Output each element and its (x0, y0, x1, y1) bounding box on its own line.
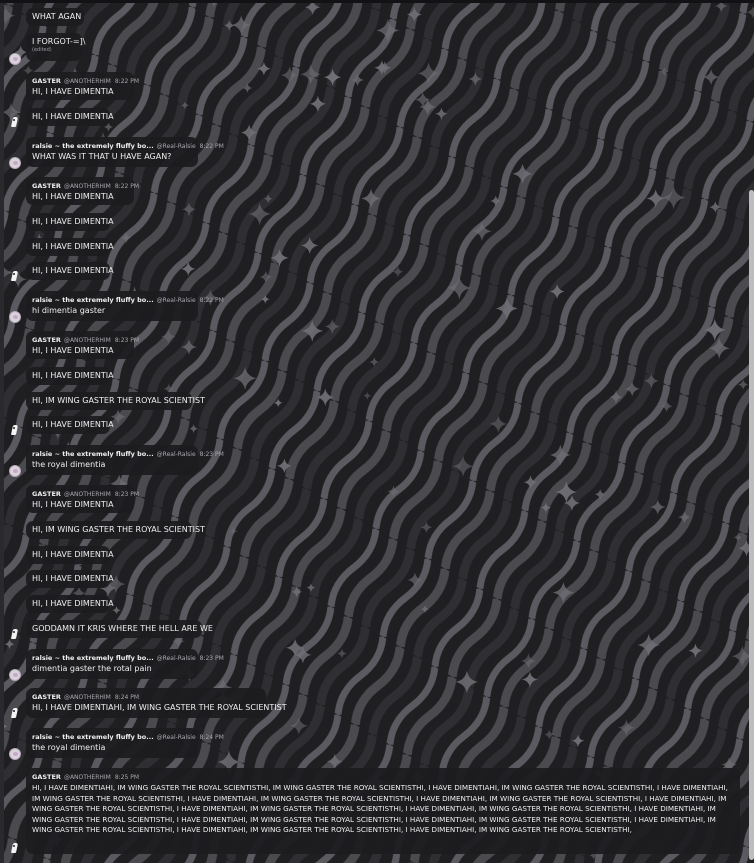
message-text: HI, I HAVE DIMENTIA (32, 266, 114, 275)
message-text: HI, I HAVE DIMENTIA (32, 500, 114, 509)
message-header (32, 693, 260, 702)
message-text: I FORGOT-=]\ (32, 37, 86, 46)
message-header (32, 654, 224, 663)
message-text: HI, I HAVE DIMENTIA (32, 112, 114, 121)
message-timestamp: 8:24 PM (114, 694, 140, 701)
message-text: HI, I HAVE DIMENTIA (32, 346, 114, 355)
author-handle: @ANOTHERHIM (63, 78, 111, 85)
message-bubble[interactable] (26, 445, 224, 475)
message-header (32, 490, 140, 499)
author-handle: @ANOTHERHIM (63, 337, 111, 344)
author-handle: @ANOTHERHIM (63, 694, 111, 701)
message-text: HI, I HAVE DIMENTIAHI, IM WING GASTER THE ROYAL SCIENTISTHI, IM WING GASTER THE ROYAL SCIENTISTHI, I HAVE DIMENTIAHI, IM WING GASTER THE ROYAL SCIENTISTHI, I HAVE DIMENTIAHI, IM WING GASTER THE ROYAL SCIENTISTHI, I HAVE DIMENTIAHI, IM WING GASTER THE ROYAL SCIENTISTHI, I HAVE DIMENTIAHI, IM WING GASTER THE ROYAL SCIENTISTHI, I HAVE DIMENTIAHI, IM WING GASTER THE ROYAL SCIENTISTHI, I HAVE DIMENTIAHI, IM WING GASTER THE ROYAL SCIENTISTHI, I HAVE DIMENTIAHI, IM WING GASTER THE ROYAL SCIENTISTHI, I HAVE DIMENTIAHI, IM WING GASTER THE ROYAL SCIENTISTHI, I HAVE DIMENTIAHI, IM WING GASTER THE ROYAL SCIENTISTHI, I HAVE DIMENTIAHI, IM WING GASTER THE ROYAL SCIENTISTHI, I HAVE DIMENTIAHI, IM WING GASTER THE ROYAL SCIENTISTHI, I HAVE DIMENTIAHI, IM WING GASTER THE ROYAL SCIENTISTHI, I HAVE DIMENTIAHI, IM WING GASTER THE ROYAL SCIENTISTHI, (32, 783, 728, 835)
author-name[interactable]: GASTER (32, 693, 61, 701)
message-bubble[interactable] (26, 331, 140, 359)
message-timestamp: 8:22 PM (114, 78, 140, 85)
message-header (32, 296, 224, 305)
message-text: the royal dimentia (32, 743, 106, 752)
message-timestamp: 8:22 PM (114, 183, 140, 190)
author-name[interactable]: ralsie ~ the extremely fluffy bo... (32, 654, 154, 662)
message-bubble[interactable] (26, 291, 224, 321)
top-bar (0, 0, 754, 3)
scrollbar[interactable] (749, 190, 754, 860)
author-name[interactable]: GASTER (32, 490, 61, 498)
message-bubble[interactable] (26, 137, 224, 167)
ralsie-avatar[interactable] (9, 669, 21, 681)
gaster-avatar[interactable] (9, 270, 21, 282)
message-text: the royal dimentia (32, 460, 106, 469)
message-timestamp: 8:24 PM (199, 734, 224, 741)
message-text: HI, IM WING GASTER THE ROYAL SCIENTIST (32, 525, 205, 534)
author-name[interactable]: GASTER (32, 77, 61, 85)
message-header (32, 77, 140, 86)
author-handle: @Real-Ralsie (156, 655, 196, 662)
message-bubble[interactable] (26, 262, 114, 280)
gaster-avatar[interactable] (9, 424, 21, 436)
message-bubble[interactable] (26, 108, 114, 126)
message-bubble[interactable] (26, 768, 740, 854)
author-handle: @ANOTHERHIM (63, 774, 111, 781)
message-bubble[interactable] (26, 416, 114, 434)
ralsie-avatar[interactable] (9, 311, 21, 323)
message-bubble[interactable] (26, 213, 114, 231)
author-handle: @ANOTHERHIM (63, 183, 111, 190)
message-text: HI, I HAVE DIMENTIA (32, 192, 114, 201)
message-timestamp: 8:23 PM (114, 337, 140, 344)
message-text: HI, I HAVE DIMENTIA (32, 371, 114, 380)
message-bubble[interactable] (26, 688, 287, 718)
message-text: HI, I HAVE DIMENTIA (32, 87, 114, 96)
message-timestamp: 8:23 PM (114, 491, 140, 498)
author-handle: @Real-Ralsie (156, 143, 196, 150)
message-text: hi dimentia gaster (32, 306, 106, 315)
message-bubble[interactable] (26, 595, 114, 613)
message-timestamp: 8:22 PM (199, 297, 224, 304)
message-timestamp: 8:23 PM (199, 655, 224, 662)
message-bubble[interactable] (26, 570, 114, 588)
message-bubble[interactable] (26, 72, 140, 100)
ralsie-avatar[interactable] (9, 748, 21, 760)
message-text: HI, I HAVE DIMENTIA (32, 574, 114, 583)
author-handle: @Real-Ralsie (156, 297, 196, 304)
message-timestamp: 8:25 PM (114, 774, 140, 781)
author-name[interactable]: ralsie ~ the extremely fluffy bo... (32, 142, 154, 150)
author-name[interactable]: ralsie ~ the extremely fluffy bo... (32, 733, 154, 741)
ralsie-avatar[interactable] (9, 465, 21, 477)
message-text: HI, I HAVE DIMENTIAHI, IM WING GASTER THE ROYAL SCIENTIST (32, 703, 287, 712)
message-header (32, 773, 734, 782)
author-name[interactable]: GASTER (32, 773, 61, 781)
message-bubble[interactable] (26, 485, 140, 513)
message-text: GODDAMN IT KRIS WHERE THE HELL ARE WE (32, 624, 213, 633)
author-name[interactable]: GASTER (32, 336, 61, 344)
message-text: HI, I HAVE DIMENTIA (32, 550, 114, 559)
ralsie-avatar[interactable] (9, 157, 21, 169)
message-bubble[interactable] (26, 177, 140, 205)
message-header (32, 182, 140, 191)
author-name[interactable]: ralsie ~ the extremely fluffy bo... (32, 450, 154, 458)
gaster-avatar[interactable] (9, 842, 21, 854)
ralsie-avatar[interactable] (9, 53, 21, 65)
author-name[interactable]: ralsie ~ the extremely fluffy bo... (32, 296, 154, 304)
gaster-avatar[interactable] (9, 707, 21, 719)
author-handle: @ANOTHERHIM (63, 491, 111, 498)
message-header (32, 336, 140, 345)
author-name[interactable]: GASTER (32, 182, 61, 190)
message-bubble[interactable] (26, 546, 114, 564)
message-text: dimentia gaster the rotal pain (32, 664, 152, 673)
message-text: WHAT WAS IT THAT U HAVE AGAN? (32, 152, 172, 161)
message-timestamp: 8:22 PM (199, 143, 224, 150)
gaster-avatar[interactable] (9, 628, 21, 640)
message-bubble[interactable] (26, 728, 224, 758)
message-bubble[interactable] (26, 33, 86, 61)
message-header (32, 450, 224, 459)
message-text: HI, I HAVE DIMENTIA (32, 242, 114, 251)
message-text: HI, I HAVE DIMENTIA (32, 420, 114, 429)
message-text: HI, I HAVE DIMENTIA (32, 599, 114, 608)
edited-label: (edited) (32, 47, 52, 53)
message-bubble[interactable] (26, 649, 224, 679)
author-handle: @Real-Ralsie (156, 734, 196, 741)
author-handle: @Real-Ralsie (156, 451, 196, 458)
message-bubble[interactable] (26, 8, 84, 26)
message-bubble[interactable] (26, 367, 114, 385)
message-bubble[interactable] (26, 392, 205, 410)
message-bubble[interactable] (26, 620, 213, 638)
message-header (32, 142, 224, 151)
message-text: WHAT AGAN (32, 12, 82, 21)
message-bubble[interactable] (26, 238, 114, 256)
gaster-avatar[interactable] (9, 116, 21, 128)
message-timestamp: 8:23 PM (199, 451, 224, 458)
message-bubble[interactable] (26, 521, 205, 539)
message-text: HI, I HAVE DIMENTIA (32, 217, 114, 226)
message-text: HI, IM WING GASTER THE ROYAL SCIENTIST (32, 396, 205, 405)
message-header (32, 733, 224, 742)
